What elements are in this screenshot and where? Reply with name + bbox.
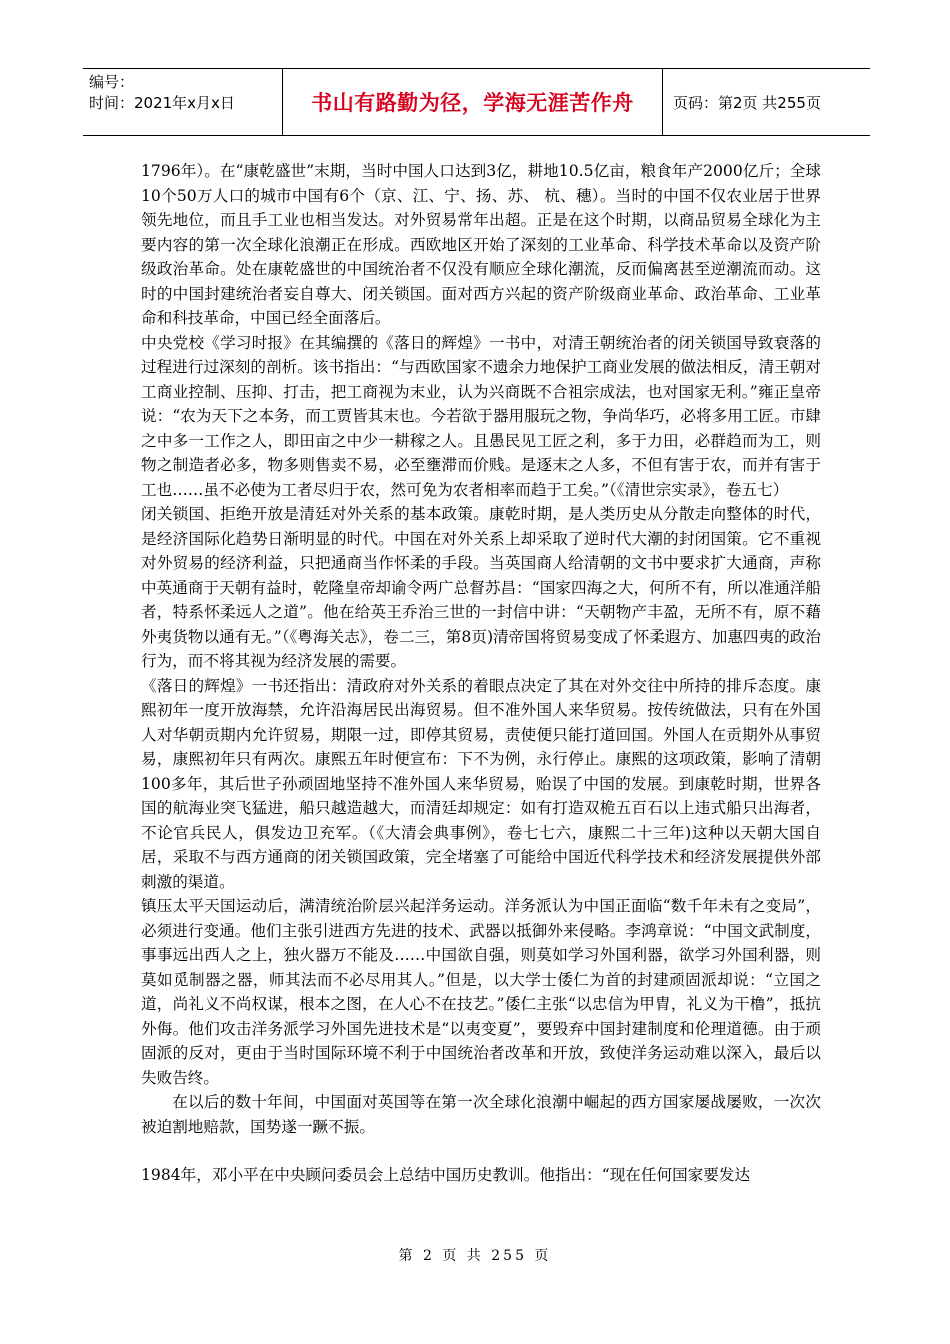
page-footer: 第 2 页 共 255 页 [398,1248,552,1264]
header-page-info: 页码：第2页 共255页 [673,93,821,112]
paragraph: 在以后的数十年间，中国面对英国等在第一次全球化浪潮中崛起的西方国家屡战屡败，一次次被迫割地赔款，国势遂一蹶不振。 [141,1093,821,1136]
header-meta [83,69,283,135]
paragraph: 闭关锁国、拒绝开放是清廷对外关系的基本政策。康乾时期，是人类历史从分散走向整体的时代，是经济国际化趋势日渐明显的时代。中国在对外关系上却采取了逆时代大潮的封闭国策。它不重视对外贸易的经济利益，只把通商当作怀柔的手段。当英国商人给清朝的文书中要求扩大通商，声称中英通商于天朝有益时，乾隆皇帝却谕令两广总督苏昌：“国家四海之大，何所不有，所以准通洋船者，特系怀柔远人之道”。他在给英王乔治三世的一封信中讲：“天朝物产丰盈，无所不有，原不藉外夷货物以通有无。”（《粤海关志》，卷二三，第8页)清帝国将贸易变成了怀柔遐方、加惠四夷的政治行为，而不将其视为经济发展的需要。 [141,505,821,670]
paragraph: 中央党校《学习时报》在其编撰的《落日的辉煌》一书中，对清王朝统治者的闭关锁国导致衰落的过程进行过深刻的剖析。该书指出：“与西欧国家不遗余力地保护工商业发展的做法相反，清王朝对工商业控制、压抑、打击，把工商视为末业，认为兴商既不合祖宗成法，也对国家无利。”雍正皇帝说：“农为天下之本务，而工贾皆其末也。今若欲于器用服玩之物，争尚华巧，必将多用工匠。市肆之中多一工作之人，即田亩之中少一耕稼之人。且愚民见工匠之利，多于力田，必群趋而为工，则物之制造者必多，物多则售卖不易，必至壅滞而价贱。是逐末之人多，不但有害于农，而并有害于工也……虽不必使为工者尽归于农，然可免为农者相率而趋于工矣。”（《清世宗实录》，卷五七） [141,333,821,499]
paragraph: 1984年，邓小平在中央顾问委员会上总结中国历史教训。他指出：“现在任何国家要发达 [141,1166,751,1184]
paragraph: 1796年）。在“康乾盛世”末期，当时中国人口达到3亿，耕地10.5亿亩，粮食年产2000亿斤；全球10个50万人口的城市中国有6个（京、江、宁、扬、苏、 杭、穗）。当时的中国不仅农业居于世界领先地位，而且手工业也相当发达。对外贸易常年出超。正是在这个时期，以商品贸易全球化为主要内容的第一次全球化浪潮正在形成。西欧地区开始了深刻的工业革命、科学技术革命以及资产阶级政治革命。处在康乾盛世的中国统治者不仅没有顺应全球化潮流，反而偏离甚至逆潮流而动。这时的中国封建统治者妄自尊大、闭关锁国。面对西方兴起的资产阶级商业革命、政治革命、工业革命和科技革命，中国已经全面落后。 [141,162,821,327]
page-header [83,68,870,136]
paragraph: 镇压太平天国运动后，满清统治阶层兴起洋务运动。洋务派认为中国正面临“数千年未有之变局”，必须进行变通。他们主张引进西方先进的技术、武器以抵御外来侵略。李鸿章说：“中国文武制度，事事远出西人之上，独火器万不能及……中国欲自强，则莫如学习外国利器，欲学习外国利器，则莫如觅制器之器，师其法而不必尽用其人。”但是，以大学士倭仁为首的封建顽固派却说：“立国之道，尚礼义不尚权谋，根本之图，在人心不在技艺。”倭仁主张“以忠信为甲胄，礼义为干橹”，抵抗外侮。他们攻击洋务派学习外国先进技术是“以夷变夏”，要毁弃中国封建制度和伦理道德。由于顽固派的反对，更由于当时国际环境不利于中国统治者改革和开放，致使洋务运动难以深入，最后以失败告终。 [141,897,821,1087]
document-date: 时间：2021年x月x日 [89,94,235,112]
paragraph: 《落日的辉煌》一书还指出：清政府对外关系的着眼点决定了其在对外交往中所持的排斥态度。康熙初年一度开放海禁，允许沿海居民出海贸易。但不准外国人来华贸易。按传统做法，只有在外国人对华朝贡期内允许贸易，期限一过，即停其贸易，责使便只能打道回国。外国人在贡期外从事贸易，康熙初年只有两次。康熙五年时便宣布：下不为例，永行停止。康熙的这项政策，影响了清朝100多年，其后世子孙顽固地坚持不准外国人来华贸易，贻误了中国的发展。到康乾时期，世界各国的航海业突飞猛进，船只越造越大，而清廷却规定：如有打造双桅五百石以上违式船只出海者，不论官兵民人，俱发边卫充军。（《大清会典事例》，卷七七六，康熙二十三年)这种以天朝大国自居，采取不与西方通商的闭关锁国政策，完全堵塞了可能给中国近代科学技术和经济发展提供外部刺激的渠道。 [141,676,821,891]
document-body [141,159,821,1188]
header-motto: 书山有路勤为径，学海无涯苦作舟 [283,69,663,135]
document-number-label: 编号： [89,73,135,91]
